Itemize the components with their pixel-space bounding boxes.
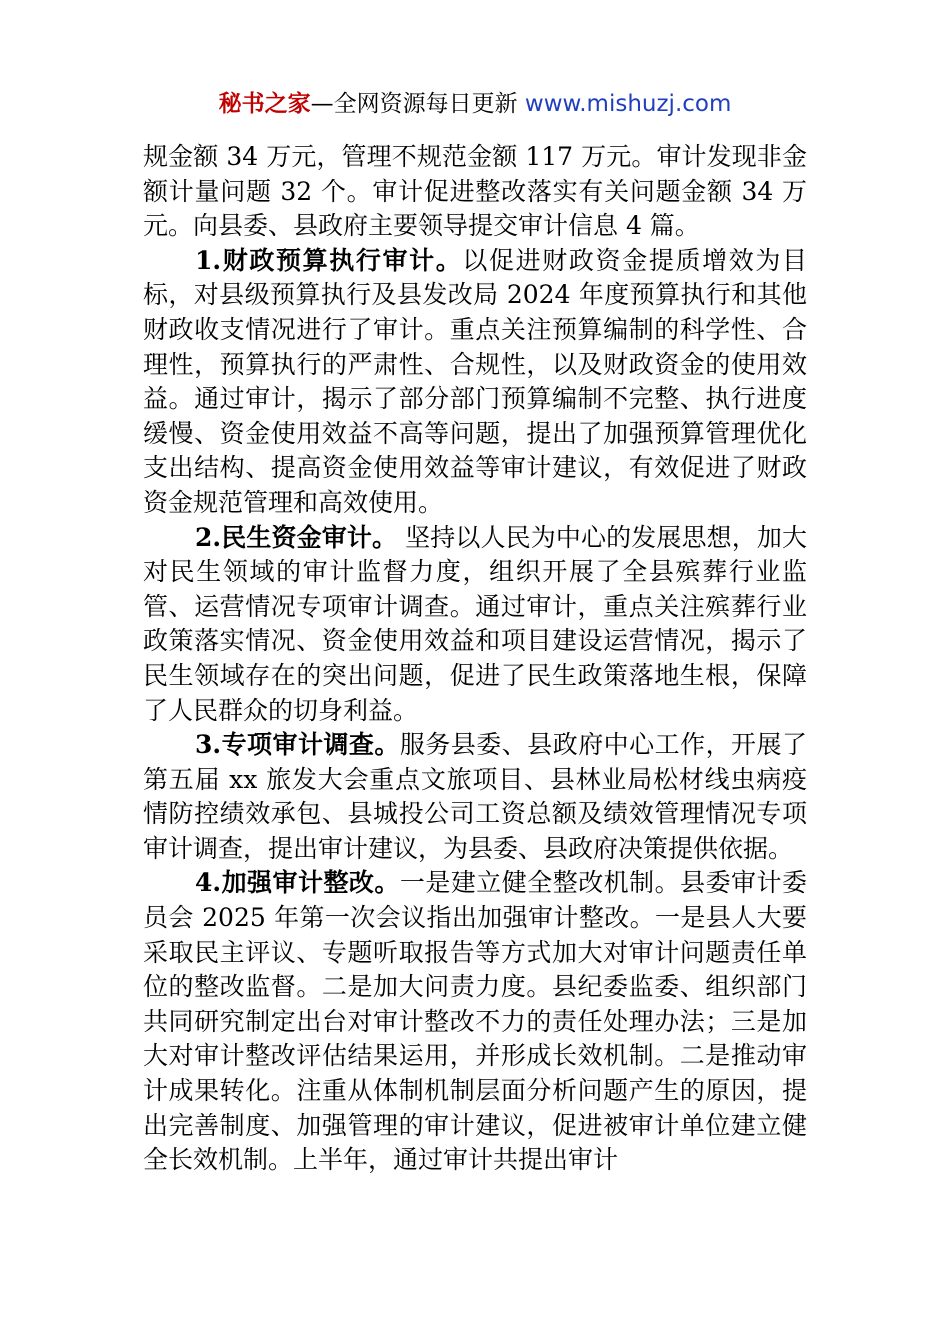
paragraph-continuation (143, 140, 807, 244)
paragraph-text: 规金额 34 万元，管理不规范金额 117 万元。审计发现非金额计量问题 32 个。审计促进整改落实有关问题金额 34 万元。向县委、县政府主要领导提交审计信息 4 篇。 (143, 142, 807, 241)
header-brand: 秘书之家 (218, 91, 311, 117)
header-site-link[interactable]: www.mishuzj.com (524, 91, 732, 117)
paragraph-lead: 2.民生资金审计。 (195, 522, 398, 552)
page-header (0, 88, 950, 120)
document-body (143, 140, 807, 1178)
paragraph-text: 服务县委、县政府中心工作，开展了第五届 xx 旅发大会重点文旅项目、县林业局松材线虫病疫情防控绩效承包、县城投公司工资总额及绩效管理情况专项审计调查，提出审计建议，为县委、县政府决策提供依据。 (143, 730, 807, 863)
paragraph-livelihood-audit (143, 521, 807, 729)
header-tagline: —全网资源每日更新 (310, 91, 525, 117)
paragraph-rectification (143, 866, 807, 1177)
paragraph-budget-audit (143, 244, 807, 521)
paragraph-special-survey (143, 728, 807, 866)
paragraph-text: 一是建立健全整改机制。县委审计委员会 2025 年第一次会议指出加强审计整改。一是县人大要采取民主评议、专题听取报告等方式加大对审计问题责任单位的整改监督。二是加大问责力度。县纪委监委、组织部门共同研究制定出台对审计整改不力的责任处理办法；三是加大对审计整改评估结果运用，并形成长效机制。二是推动审计成果转化。注重从体制机制层面分析问题产生的原因，提出完善制度、加强管理的审计建议，促进被审计单位建立健全长效机制。上半年，通过审计共提出审计 (143, 868, 807, 1175)
paragraph-lead: 3.专项审计调查。 (195, 730, 400, 760)
paragraph-text: 坚持以人民为中心的发展思想，加大对民生领域的审计监督力度，组织开展了全县殡葬行业监管、运营情况专项审计调查。通过审计，重点关注殡葬行业政策落实情况、资金使用效益和项目建设运营情况，揭示了民生领域存在的突出问题，促进了民生政策落地生根，保障了人民群众的切身利益。 (143, 522, 808, 725)
paragraph-text: 以促进财政资金提质增效为目标，对县级预算执行及县发改局 2024 年度预算执行和其他财政收支情况进行了审计。重点关注预算编制的科学性、合理性，预算执行的严肃性、合规性，以及财政资金的使用效益。通过审计，揭示了部分部门预算编制不完整、执行进度缓慢、资金使用效益不高等问题，提出了加强预算管理优化支出结构、提高资金使用效益等审计建议，有效促进了财政资金规范管理和高效使用。 (143, 245, 807, 517)
paragraph-lead: 1.财政预算执行审计。 (195, 245, 463, 275)
paragraph-lead: 4.加强审计整改。 (195, 868, 400, 898)
